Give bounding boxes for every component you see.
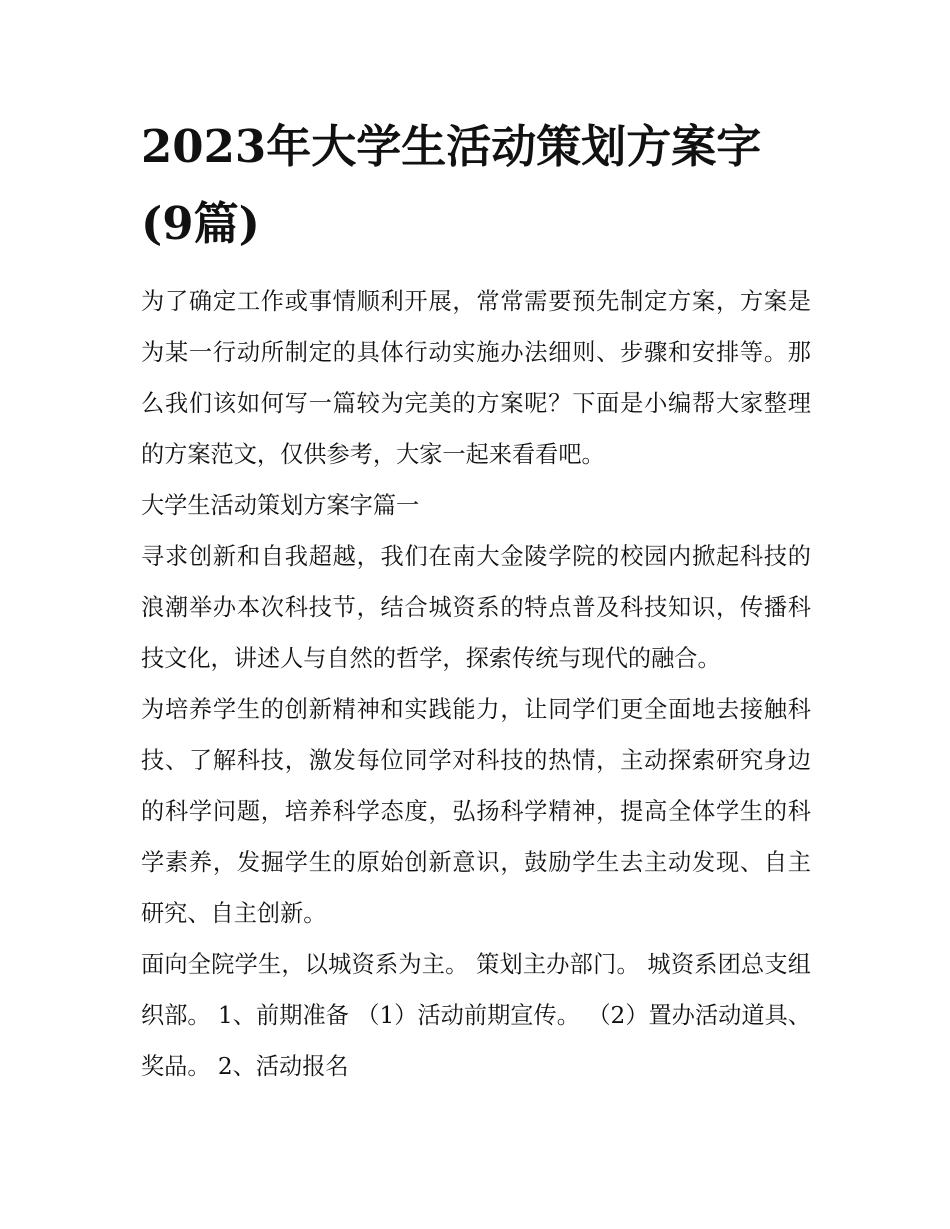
section-heading: 大学生活动策划方案字篇一 bbox=[141, 492, 420, 519]
intro-paragraph: 为了确定工作或事情顺利开展，常常需要预先制定方案，方案是为某一行动所制定的具体行动实施办法细则、步骤和安排等。那么我们该如何写一篇较为完美的方案呢？下面是小编帮大家整理的方案范文，仅供参考，大家一起来看看吧。 bbox=[141, 288, 811, 468]
body-paragraph-3: 面向全院学生，以城资系为主。 策划主办部门。 城资系团总支组织部。 1、前期准备 （1）活动前期宣传。 （2）置办活动道具、奖品。 2、活动报名 bbox=[141, 951, 811, 1080]
body-paragraph-2: 为培养学生的创新精神和实践能力，让同学们更全面地去接触科技、了解科技，激发每位同学对科技的热情，主动探索研究身边的科学问题，培养科学态度，弘扬科学精神，提高全体学生的科学素养，发掘学生的原始创新意识，鼓励学生去主动发现、自主研究、自主创新。 bbox=[141, 696, 811, 927]
document-title: 2023年大学生活动策划方案字(9篇) bbox=[141, 120, 762, 250]
document-page bbox=[141, 108, 811, 1092]
document-body bbox=[141, 276, 811, 1092]
body-paragraph-1: 寻求创新和自我超越，我们在南大金陵学院的校园内掀起科技的浪潮举办本次科技节，结合城资系的特点普及科技知识，传播科技文化，讲述人与自然的哲学，探索传统与现代的融合。 bbox=[141, 543, 811, 672]
